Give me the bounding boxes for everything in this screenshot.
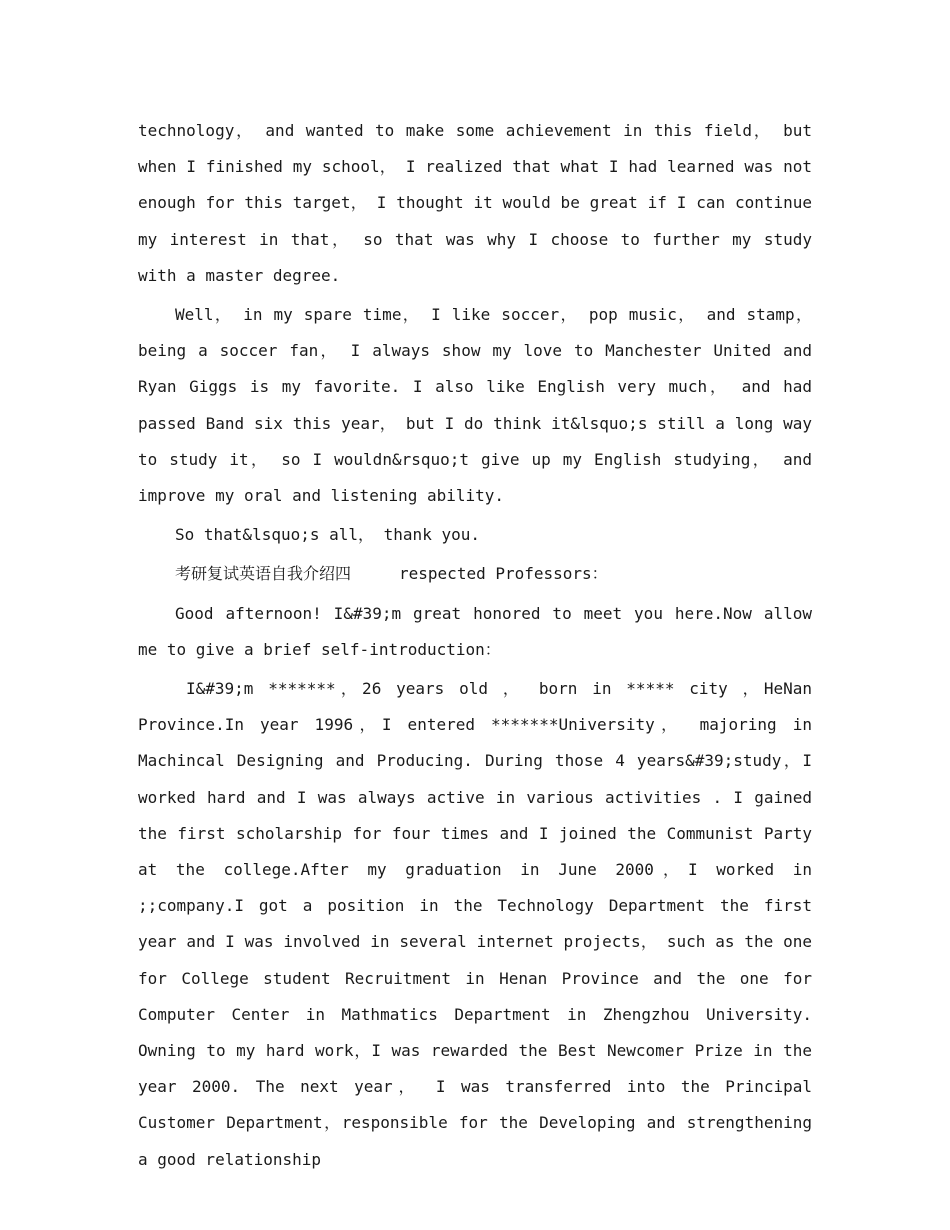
document-body: [138, 113, 812, 1181]
paragraph-motivation: technology， and wanted to make some achievement in this field， but when I finished my school， I realized that what I had learned was not enough for this target， I thought it would be great if I can continue my interest in that， so that was why I choose to further my study with a master degree.: [138, 121, 813, 285]
section-heading-salutation: respected Professors：: [399, 564, 608, 584]
section-heading-chinese: 考研复试英语自我介绍四: [175, 564, 352, 584]
paragraph-self-introduction: I&#39;m *******，26 years old ， born in ***** city ，HeNan Province.In year 1996，I entered *******University， majoring in Machincal Designing and Producing. During those 4 years&#39;study，I worked hard and I was always active in various activities . I gained the first scholarship for four times and I joined the Communist Party at the college.After my graduation in June 2000，I worked in ;;company.I got a position in the Technology Department the first year and I was involved in several internet projects， such as the one for College student Recruitment in Henan Province and the one for Computer Center in Mathmatics Department in Zhengzhou University. Owning to my hard work，I was rewarded the Best Newcomer Prize in the year 2000. The next year， I was transferred into the Principal Customer Department，responsible for the Developing and strengthening a good relationship: [138, 679, 813, 1169]
section-heading: [138, 556, 812, 592]
paragraph-closing: So that&lsquo;s all， thank you.: [175, 525, 480, 545]
paragraph-greeting: Good afternoon! I&#39;m great honored to meet you here.Now allow me to give a brief self-introduction：: [138, 603, 812, 659]
paragraph-hobbies: Well， in my spare time， I like soccer， pop music， and stamp， being a soccer fan， I always show my love to Manchester United and Ryan Giggs is my favorite. I also like English very much， and had passed Band six this year， but I do think it&lsquo;s still a long way to study it， so I wouldn&rsquo;t give up my English studying， and improve my oral and listening ability.: [138, 305, 813, 506]
